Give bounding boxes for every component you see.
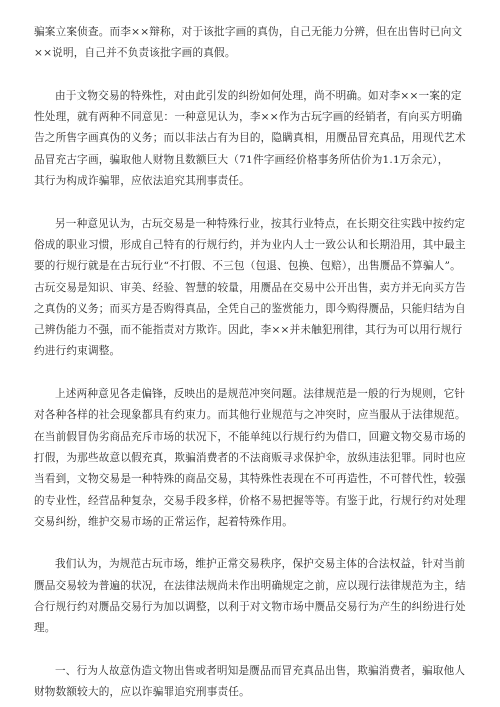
text-line: 告之所售字画真伪的义务；而以非法占有为目的，隐瞒真相，用赝品冒充真品，用现代艺术 xyxy=(34,132,466,145)
text-line: 另一种意见认为，古玩交易是一种特殊行业，按其行业特点，在长期交往实践中按约定 xyxy=(55,217,466,230)
text-line: 要的行规行就是在古玩行业“不打假、不三包（包退、包换、包赔），出售赝品不算骗人”。 xyxy=(34,260,461,273)
text-line: 理。 xyxy=(34,622,56,635)
text-line: 合行规行约对赝品交易行为加以调整，以利于对文物市场中赝品交易行为产生的纠纷进行处 xyxy=(34,601,466,614)
paragraph-1 xyxy=(34,22,470,65)
text-line: ××说明，自己并不负责该批字画的真假。 xyxy=(34,47,236,60)
text-line: 一、行为人故意伪造文物出售或者明知是赝品而冒充真品出售，欺骗消费者，骗取他人 xyxy=(55,664,466,677)
text-line: 赝品交易较为普遍的状况，在法律法规尚未作出明确规定之前，应以现行法律规范为主，结 xyxy=(34,579,466,592)
text-line: 打假，为那些故意以假充真，欺骗消费者的不法商贩寻求保护伞，放纵违法犯罪。同时也应 xyxy=(34,451,466,464)
text-line: 交易纠纷，维护交易市场的正常运作，起着特殊作用。 xyxy=(34,515,294,528)
text-line: 己辨伪能力不强，而不能指责对方欺诈。因此，李××并未触犯刑律，其行为可以用行规行 xyxy=(34,324,463,337)
text-line: 由于文物交易的特殊性，对由此引发的纠纷如何处理，尚不明确。如对李××一案的定 xyxy=(55,89,462,102)
text-line: 其行为构成诈骗罪，应依法追究其刑事责任。 xyxy=(34,175,250,188)
paragraph-2 xyxy=(34,86,470,192)
paragraph-4 xyxy=(34,384,470,533)
paragraph-6 xyxy=(34,661,470,704)
text-line: 品冒充古字画，骗取他人财物且数额巨大（71件字画经价格事务所估价为1.1万余元）， xyxy=(34,153,449,166)
text-line: 上述两种意见各走偏锋，反映出的是规范冲突问题。法律规范是一般的行为规则，它针 xyxy=(55,388,466,401)
paragraph-3 xyxy=(34,214,470,363)
text-line: 骗案立案侦查。而李××辩称，对于该批字画的真伪，自己无能力分辨，但在出售时已向文 xyxy=(34,26,463,38)
paragraph-5 xyxy=(34,554,470,639)
text-line: 当看到，文物交易是一种特殊的商品交易，其特殊性表现在不可再造性，不可替代性，较强 xyxy=(34,473,466,486)
text-line: 我们认为，为规范古玩市场，维护正常交易秩序，保护交易主体的合法权益，针对当前 xyxy=(55,558,466,571)
text-line: 的专业性，经营品种复杂，交易手段多样，价格不易把握等等。有鉴于此，行规行约对处理 xyxy=(34,494,466,507)
text-line: 财物数额较大的，应以诈骗罪追究刑事责任。 xyxy=(34,686,250,699)
text-line: 在当前假冒伪劣商品充斥市场的状况下，不能单纯以行规行约为借口，回避文物交易市场的 xyxy=(34,430,466,443)
text-line: 性处理，就有两种不同意见：一种意见认为，李××作为古玩字画的经销者，有向买方明确 xyxy=(34,111,463,124)
text-line: 古玩交易是知识、审美、经验、智慧的较量，用赝品在交易中公开出售，卖方并无向买方告 xyxy=(34,281,466,294)
text-line: 俗成的职业习惯，形成自己特有的行规行约，并为业内人士一致公认和长期沿用，其中最主 xyxy=(34,238,466,251)
text-line: 约进行约束调整。 xyxy=(34,345,121,358)
text-line: 之真伪的义务；而买方是否购得真品，全凭自己的鉴赏能力，即今购得赝品，只能归结为自 xyxy=(34,302,466,315)
text-line: 对各种各样的社会现象都具有约束力。而其他行业规范与之冲突时，应当服从于法律规范。 xyxy=(34,409,466,422)
